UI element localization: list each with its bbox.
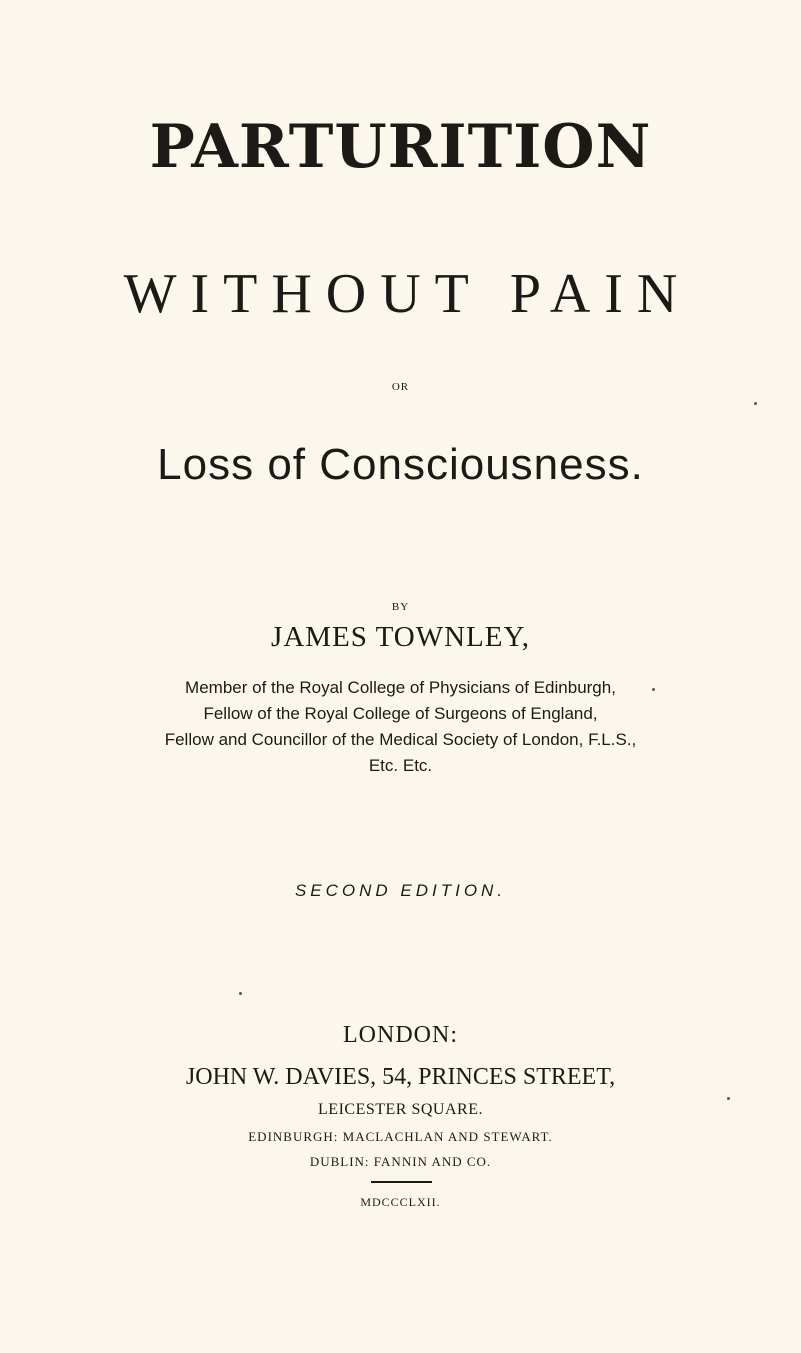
subtitle: Loss of Consciousness. [157, 440, 644, 489]
paper-speck [727, 1097, 730, 1100]
credential-line: Member of the Royal College of Physicians of Edinburgh, [185, 678, 616, 697]
imprint-year: MDCCCLXII. [360, 1195, 441, 1209]
credential-line: Fellow and Councillor of the Medical Society of London, F.L.S., [164, 730, 637, 749]
imprint-agent: EDINBURGH: MACLACHLAN AND STEWART. [248, 1129, 553, 1144]
imprint-city: LONDON: [343, 1022, 458, 1048]
imprint-agent: DUBLIN: FANNIN AND CO. [309, 1154, 492, 1169]
connector-or: OR [391, 381, 410, 393]
credential-line: Etc. Etc. [368, 756, 433, 775]
author-name: JAMES TOWNLEY, [271, 621, 530, 653]
title-line-1: PARTURITION [149, 112, 652, 182]
imprint-address: LEICESTER SQUARE. [318, 1101, 483, 1118]
imprint-publisher: JOHN W. DAVIES, 54, PRINCES STREET, [185, 1064, 616, 1090]
paper-speck [754, 402, 757, 405]
divider-rule [371, 1181, 432, 1183]
credential-line: Fellow of the Royal College of Surgeons of England, [203, 704, 598, 723]
edition-label: SECOND EDITION. [294, 881, 507, 900]
paper-speck [239, 992, 242, 995]
title-line-2: WITHOUT PAIN [123, 263, 692, 325]
paper-speck [652, 688, 655, 691]
by-label: BY [391, 601, 410, 613]
